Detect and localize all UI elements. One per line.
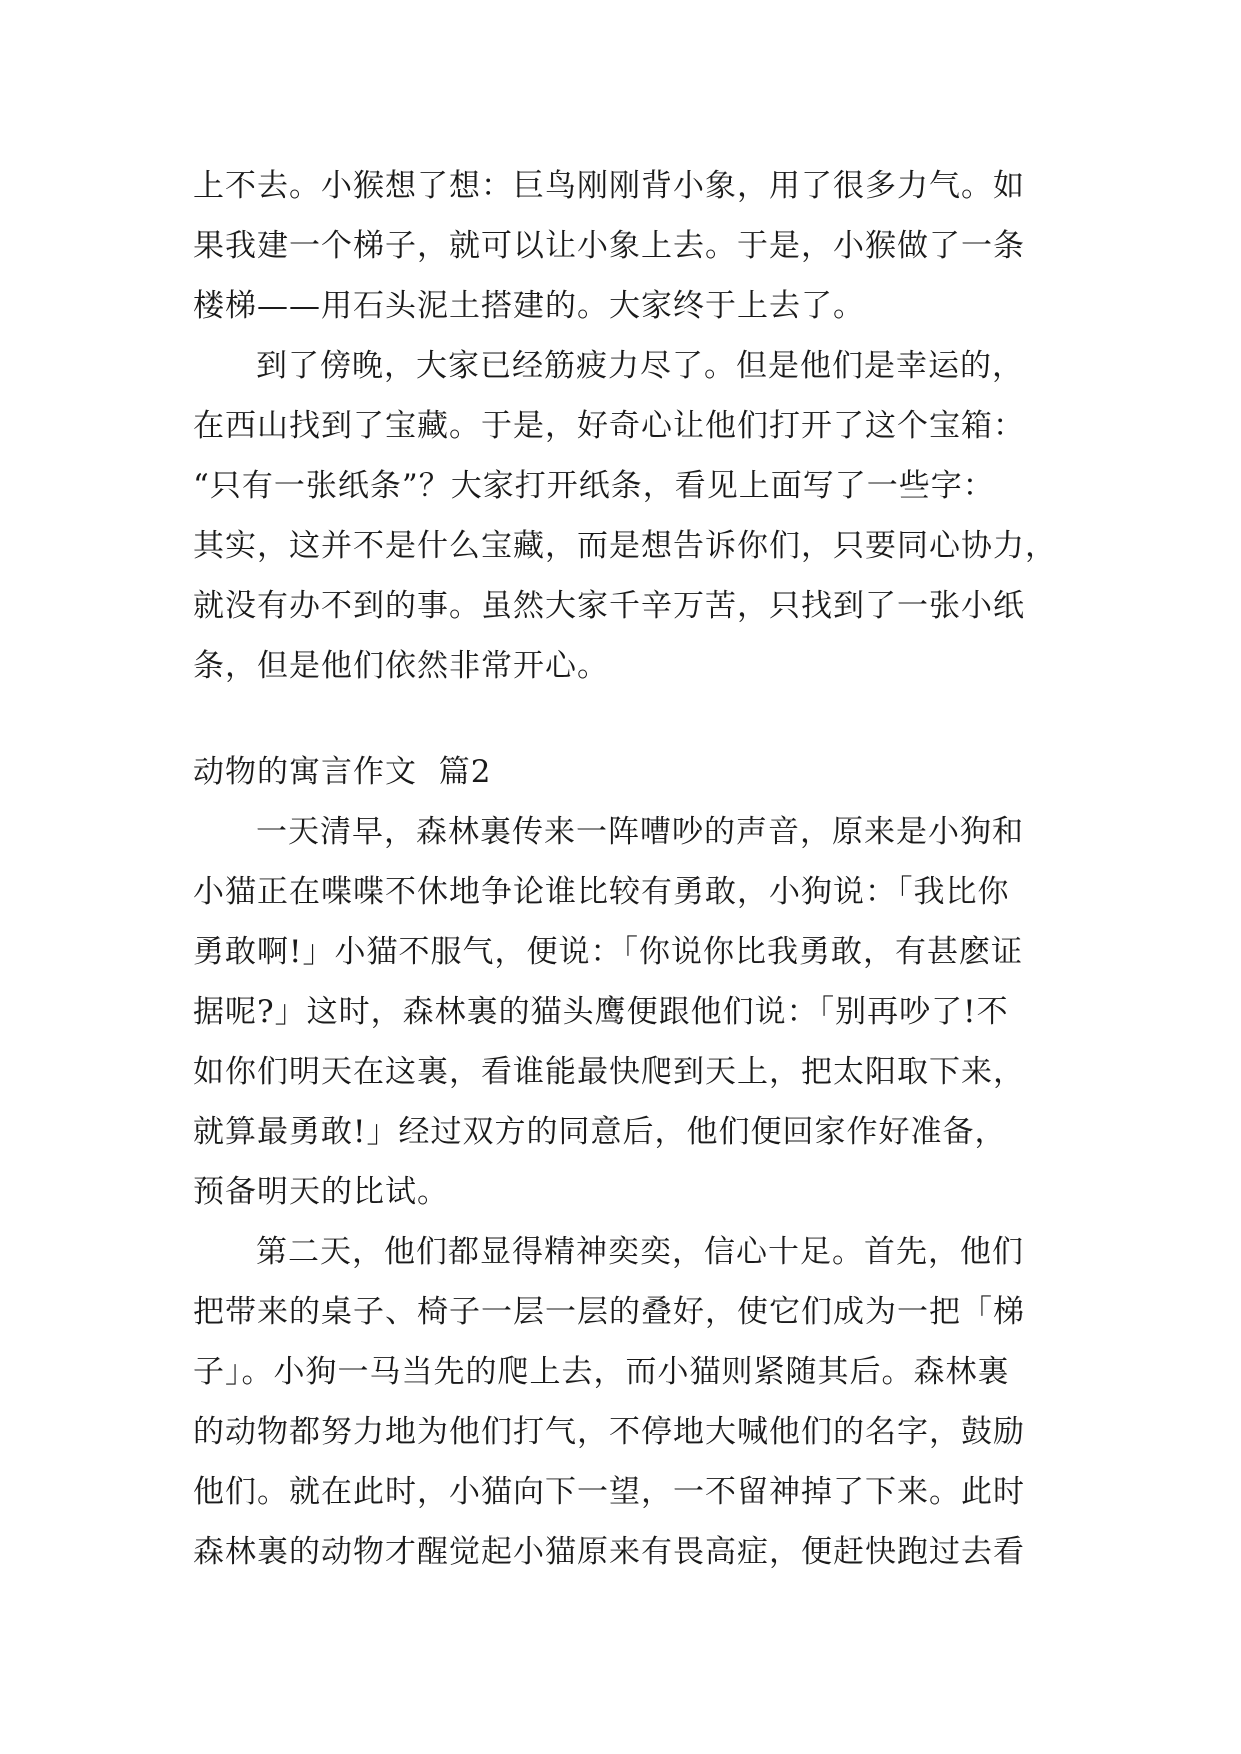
text-line: 森林裏的动物才醒觉起小猫原来有畏高症，便赶快跑过去看 — [193, 1534, 1025, 1570]
text-line: 在西山找到了宝藏。于是，好奇心让他们打开了这个宝箱： — [193, 408, 1025, 444]
text-line: 他们。就在此时，小猫向下一望，一不留神掉了下来。此时 — [193, 1474, 1025, 1510]
text-line: 到了傍晚，大家已经筋疲力尽了。但是他们是幸运的， — [256, 348, 1024, 384]
text-line: 就没有办不到的事。虽然大家千辛万苦，只找到了一张小纸 — [193, 588, 1025, 624]
text-line: 楼梯——用石头泥土搭建的。大家终于上去了。 — [193, 288, 865, 324]
text-line: 果我建一个梯子，就可以让小象上去。于是，小猴做了一条 — [193, 228, 1025, 264]
text-line: 把带来的桌子、椅子一层一层的叠好，使它们成为一把「梯 — [193, 1294, 1025, 1330]
text-line: 上不去。小猴想了想：巨鸟刚刚背小象，用了很多力气。如 — [193, 168, 1025, 204]
text-line: 勇敢啊!」小猫不服气，便说：「你说你比我勇敢，有甚麽证 — [193, 934, 1023, 970]
text-line: 的动物都努力地为他们打气，不停地大喊他们的名字，鼓励 — [193, 1414, 1025, 1450]
text-line: 第二天，他们都显得精神奕奕，信心十足。首先，他们 — [256, 1234, 1024, 1270]
text-line: 小猫正在喋喋不休地争论谁比较有勇敢，小狗说：「我比你 — [193, 874, 1010, 910]
section-heading: 动物的寓言作文 篇2 — [193, 754, 492, 790]
text-line: 子」。小狗一马当先的爬上去，而小猫则紧随其后。森林裏 — [193, 1354, 1010, 1390]
text-line: 如你们明天在这裏，看谁能最快爬到天上，把太阳取下来， — [193, 1054, 1025, 1090]
text-line: 一天清早，森林裏传来一阵嘈吵的声音，原来是小狗和 — [256, 814, 1024, 850]
text-line: 预备明天的比试。 — [193, 1174, 449, 1210]
text-line: 其实，这并不是什么宝藏，而是想告诉你们，只要同心协力， — [193, 528, 1057, 564]
text-line: “只有一张纸条”？大家打开纸条，看见上面写了一些字： — [193, 468, 995, 504]
text-line: 据呢?」这时，森林裏的猫头鹰便跟他们说：「别再吵了!不 — [193, 994, 1009, 1030]
text-line: 就算最勇敢!」经过双方的同意后，他们便回家作好准备， — [193, 1114, 1007, 1150]
text-line: 条，但是他们依然非常开心。 — [193, 648, 609, 684]
